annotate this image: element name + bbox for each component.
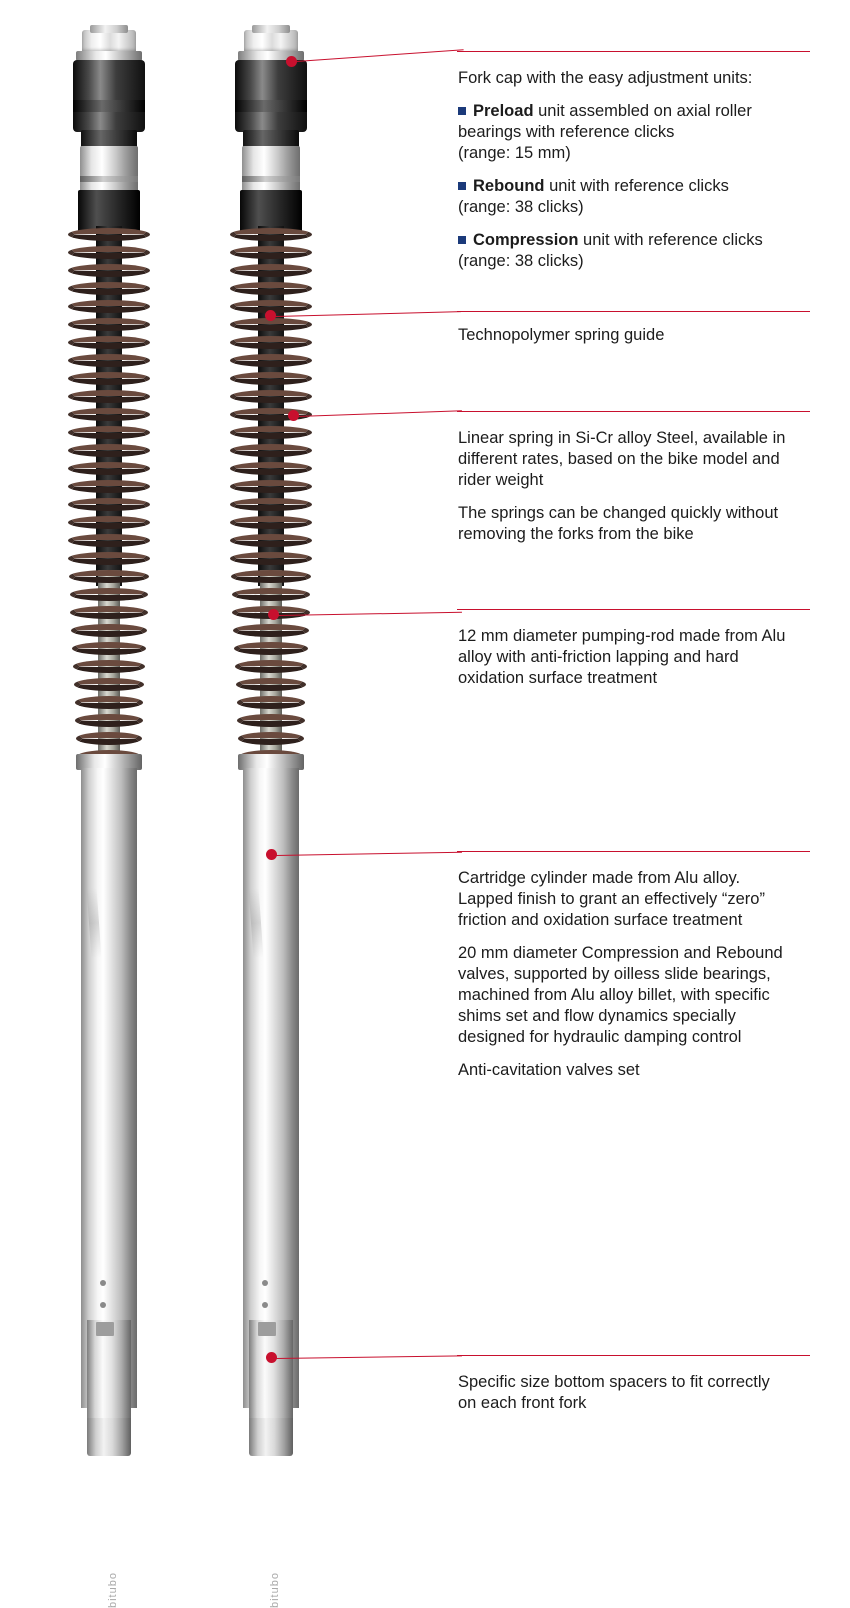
spring-coil (68, 462, 150, 475)
callout-rule (457, 1355, 810, 1356)
spring-coil (68, 318, 150, 331)
spring-coil (70, 588, 149, 601)
spring-guide-collar (80, 146, 138, 192)
spring-coil (68, 390, 150, 403)
spring-coil (68, 246, 150, 259)
tube-hole-upper (262, 1280, 268, 1286)
spring-coil (230, 264, 312, 277)
tube-etch-label: bitubo (107, 1572, 119, 1608)
callout-text (458, 325, 798, 346)
spring-coil (230, 228, 312, 241)
spring-coil (69, 570, 149, 583)
bullet-icon (458, 107, 466, 115)
spring-coil (68, 498, 150, 511)
linear-spring-left (68, 228, 150, 768)
bottom-spacer-notch (258, 1322, 276, 1336)
spring-coil (230, 534, 312, 547)
callout-line: Specific size bottom spacers to fit correctly on each front fork (458, 1373, 770, 1412)
spring-coil (72, 642, 146, 655)
spring-coil (230, 246, 312, 259)
spring-coil (236, 678, 307, 691)
callout-rule (457, 51, 810, 52)
callout-leader (276, 1355, 462, 1359)
linear-spring-right (230, 228, 312, 768)
spring-coil (68, 480, 150, 493)
spring-coil (71, 624, 146, 637)
callout-line (458, 230, 806, 251)
cartridge-cylinder-tube (81, 768, 137, 1608)
spring-coil (68, 408, 150, 421)
callout-text (458, 868, 798, 1081)
spring-coil (230, 372, 312, 385)
spring-coil (230, 408, 312, 421)
spring-coil (68, 372, 150, 385)
spring-coil (68, 534, 150, 547)
spring-coil (234, 642, 308, 655)
spring-coil (230, 480, 312, 493)
spring-coil (68, 444, 150, 457)
callout-line (458, 101, 806, 143)
callout-leader (276, 852, 462, 856)
spring-coil (75, 714, 142, 727)
spring-coil (237, 696, 306, 709)
bullet-icon (458, 236, 466, 244)
callout-rule (457, 311, 810, 312)
callout-line (458, 176, 806, 197)
spring-coil (230, 444, 312, 457)
callout-line: Linear spring in Si-Cr alloy Steel, available in different rates, based on the bike model and rider weight (458, 429, 786, 489)
tube-end-cap (87, 1418, 131, 1456)
callout-line: Fork cap with the easy adjustment units: (458, 69, 753, 87)
callout-line: Technopolymer spring guide (458, 326, 665, 344)
spring-coil (230, 516, 312, 529)
callout-rule (457, 851, 810, 852)
spring-coil (68, 264, 150, 277)
tube-end-cap (249, 1418, 293, 1456)
callout-line-text: unit with reference clicks (544, 177, 729, 195)
spring-coil (237, 714, 304, 727)
callout-text (458, 68, 806, 272)
tube-hole-upper (100, 1280, 106, 1286)
tube-etch-label: bitubo (269, 1572, 281, 1608)
tube-hole-lower (262, 1302, 268, 1308)
callout-line: 20 mm diameter Compression and Rebound valves, supported by oilless slide bearings, machined from Alu alloy billet, with specific shims set and flow dynamics specially designed for hydraulic damping control (458, 944, 783, 1046)
callout-strong: Compression (473, 231, 579, 249)
spring-coil (73, 660, 145, 673)
spring-coil (230, 354, 312, 367)
callout-rule (457, 411, 810, 412)
callout-line: (range: 38 clicks) (458, 198, 584, 216)
spring-coil (230, 336, 312, 349)
callout-rule (457, 609, 810, 610)
callout-text (458, 428, 798, 545)
spring-coil (230, 282, 312, 295)
fork-cap-body (235, 60, 307, 132)
spring-coil (230, 390, 312, 403)
spring-coil (68, 552, 150, 565)
spring-coil (68, 516, 150, 529)
spring-coil (68, 300, 150, 313)
spring-coil (74, 678, 145, 691)
callout-leader (297, 410, 462, 417)
fork-cap-body (73, 60, 145, 132)
spring-coil (230, 426, 312, 439)
spring-coil (70, 606, 147, 619)
callout-line: The springs can be changed quickly without removing the forks from the bike (458, 504, 779, 543)
callout-text (458, 626, 792, 689)
callout-line-text: unit with reference clicks (578, 231, 763, 249)
spring-coil (68, 228, 150, 241)
callout-line: 12 mm diameter pumping-rod made from Alu alloy with anti-friction lapping and hard oxidation surface treatment (458, 627, 786, 687)
fork-cap-top-icon (244, 30, 298, 52)
spring-coil (76, 732, 142, 745)
spring-coil (233, 624, 308, 637)
callout-strong: Rebound (473, 177, 545, 195)
spring-coil (68, 336, 150, 349)
spring-coil (230, 498, 312, 511)
spring-coil (75, 696, 144, 709)
callout-line: (range: 15 mm) (458, 144, 571, 162)
spring-coil (68, 282, 150, 295)
bullet-icon (458, 182, 466, 190)
callout-line: Anti-cavitation valves set (458, 1061, 640, 1079)
spring-coil (68, 354, 150, 367)
callout-line: (range: 38 clicks) (458, 252, 584, 270)
spring-coil (68, 426, 150, 439)
callout-line: Cartridge cylinder made from Alu alloy. Lapped finish to grant an effectively “zero” friction and oxidation surface treatment (458, 869, 765, 929)
callout-strong: Preload (473, 102, 534, 120)
spring-coil (231, 570, 311, 583)
spring-coil (235, 660, 307, 673)
fork-cap-top-icon (82, 30, 136, 52)
callout-line-text: unit assembled on axial roller bearings with reference clicks (458, 102, 752, 141)
spring-coil (232, 588, 311, 601)
spring-coil (230, 462, 312, 475)
spring-coil (238, 732, 304, 745)
tube-hole-lower (100, 1302, 106, 1308)
cartridge-cylinder-tube (243, 768, 299, 1608)
spring-guide-collar (242, 146, 300, 192)
bottom-spacer-notch (96, 1322, 114, 1336)
callout-leader (296, 49, 464, 62)
spring-coil (230, 552, 312, 565)
callout-text (458, 1372, 788, 1414)
